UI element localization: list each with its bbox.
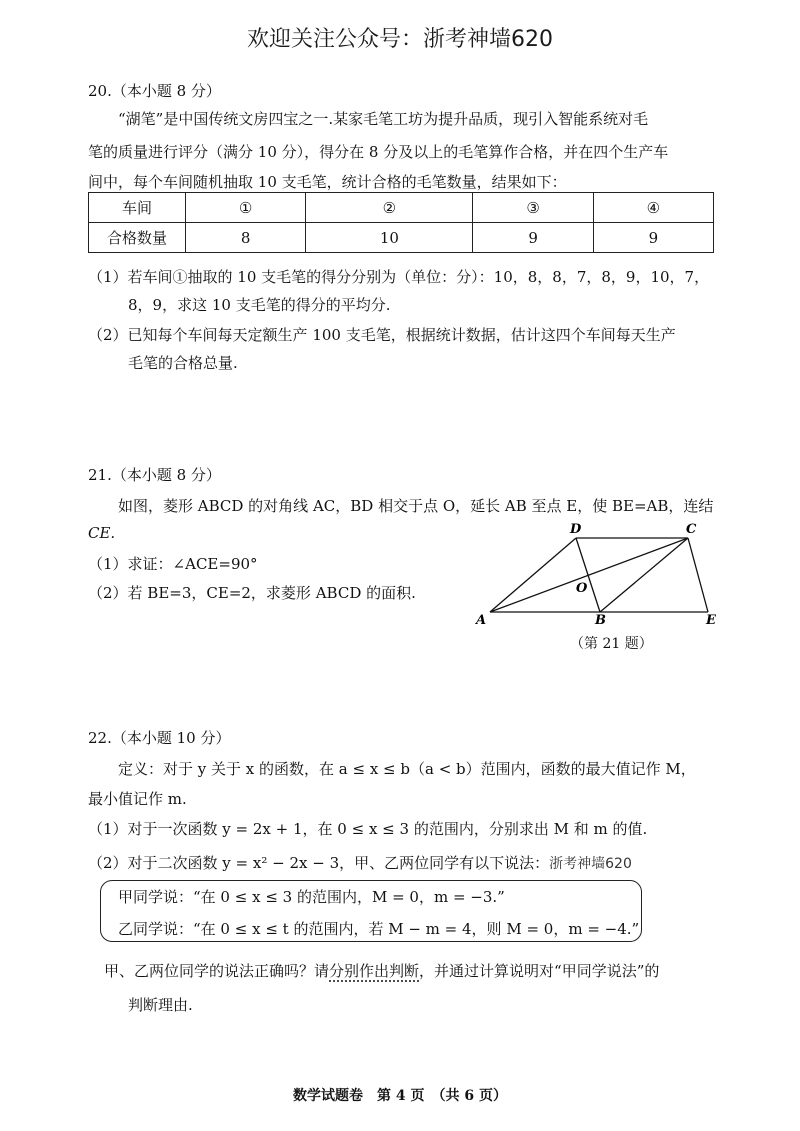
q21-paragraph-line1: 如图，菱形 ABCD 的对角线 AC，BD 相交于点 O，延长 AB 至点 E，使 BE=AB，连结 <box>118 497 714 515</box>
q21-sub1: （1）求证：∠ACE=90° <box>88 555 258 573</box>
table-row <box>89 223 714 253</box>
q20-paragraph-line2: 笔的质量进行评分（满分 10 分），得分在 8 分及以上的毛笔算作合格，并在四个生产车 <box>88 143 669 161</box>
q21-title: 21.（本小题 8 分） <box>88 466 221 484</box>
label-A: A <box>476 613 487 628</box>
rhombus-figure <box>470 520 730 630</box>
student-jia-statement: 甲同学说：“在 0 ≤ x ≤ 3 的范围内，M = 0，m = −3.” <box>118 888 505 906</box>
q21-sub2: （2）若 BE=3，CE=2，求菱形 ABCD 的面积. <box>88 584 416 602</box>
q22-definition-line1: 定义：对于 y 关于 x 的函数，在 a ≤ x ≤ b（a < b）范围内，函数的最大值记作 M， <box>118 760 696 778</box>
q20-sub1-line2: 8，9，求这 10 支毛笔的得分的平均分. <box>128 296 391 314</box>
q22-title: 22.（本小题 10 分） <box>88 729 231 747</box>
q20-paragraph-line3: 间中，每个车间随机抽取 10 支毛笔，统计合格的毛笔数量，结果如下： <box>88 173 567 191</box>
label-C: C <box>686 522 697 537</box>
q21-paragraph-line2: CE. <box>88 524 116 542</box>
figure-lines <box>490 538 708 612</box>
table-cell: 10 <box>306 223 473 253</box>
segment-AC <box>490 538 688 612</box>
label-E: E <box>706 613 716 628</box>
q20-score-table <box>88 192 714 253</box>
student-yi-statement: 乙同学说：“在 0 ≤ x ≤ t 的范围内，若 M − m = 4，则 M = 0，m = −4.” <box>118 920 640 938</box>
q22-question-pre: 甲、乙两位同学的说法正确吗？请 <box>104 962 330 980</box>
q22-sub2 <box>88 852 632 873</box>
table-cell: 8 <box>186 223 306 253</box>
page-footer: 数学试题卷 第 4 页 （共 6 页） <box>293 1088 507 1104</box>
q22-question-post: ，并通过计算说明对“甲同学说法”的 <box>419 962 660 980</box>
table-row <box>89 193 714 223</box>
q20-title: 20.（本小题 8 分） <box>88 82 221 100</box>
table-cell: 车间 <box>89 193 186 223</box>
segment-CE <box>688 538 708 612</box>
q20-sub2-line1: （2）已知每个车间每天定额生产 100 支毛笔，根据统计数据，估计这四个车间每天生产 <box>88 326 676 344</box>
table-cell: 合格数量 <box>89 223 186 253</box>
segment-BD <box>576 538 600 612</box>
q22-definition-line2: 最小值记作 m. <box>88 790 187 808</box>
inline-watermark: 浙考神墙620 <box>549 856 632 872</box>
q20-paragraph-line1: “湖笔”是中国传统文房四宝之一.某家毛笔工坊为提升品质，现引入智能系统对毛 <box>118 110 649 128</box>
table-cell: ④ <box>593 193 713 223</box>
label-D: D <box>570 522 582 537</box>
table-cell: ③ <box>473 193 593 223</box>
table-cell: ② <box>306 193 473 223</box>
q22-question-line1 <box>104 960 659 981</box>
q22-sub2-text: （2）对于二次函数 y = x² − 2x − 3，甲、乙两位同学有以下说法： <box>88 854 550 872</box>
figure-caption: （第 21 题） <box>570 636 653 652</box>
label-O: O <box>576 581 588 596</box>
q22-sub1: （1）对于一次函数 y = 2x + 1，在 0 ≤ x ≤ 3 的范围内，分别求出 M 和 m 的值. <box>88 820 648 838</box>
q22-question-line2: 判断理由. <box>128 996 193 1014</box>
q22-question-emphasis: 分别作出判断 <box>329 962 420 980</box>
label-B: B <box>595 613 606 628</box>
segment-AD <box>490 538 576 612</box>
table-cell: ① <box>186 193 306 223</box>
q20-sub2-line2: 毛笔的合格总量. <box>128 354 238 372</box>
segment-CB <box>600 538 688 612</box>
table-cell: 9 <box>593 223 713 253</box>
q20-sub1-line1: （1）若车间①抽取的 10 支毛笔的得分分别为（单位：分）：10，8，8，7，8，9，10，7， <box>88 268 710 286</box>
table-cell: 9 <box>473 223 593 253</box>
page-header-watermark: 欢迎关注公众号：浙考神墙620 <box>247 27 553 52</box>
